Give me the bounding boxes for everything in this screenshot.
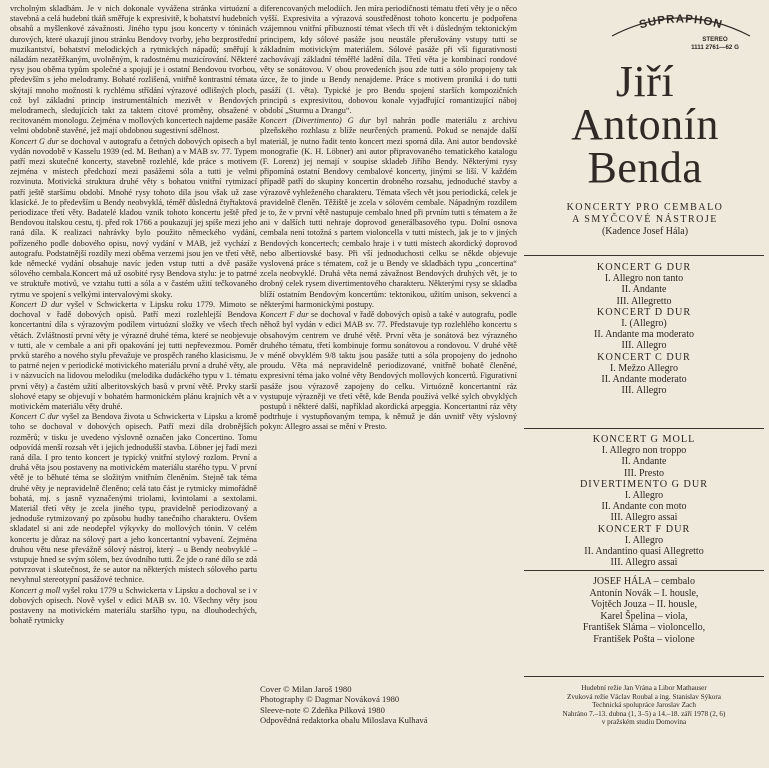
tech-line: Hudební režie Jan Vrána a Libor Mathauser <box>581 684 707 692</box>
movement: III. Allegro assai <box>610 512 678 524</box>
performer: Karel Špelina – viola, <box>600 610 688 622</box>
movement: II. Andante <box>621 284 667 296</box>
performers <box>524 576 764 646</box>
liner-notes-column-2 <box>260 4 517 433</box>
movement: II. Andante ma moderato <box>594 329 694 341</box>
movement: I. Allegro non troppo <box>601 445 687 457</box>
work-title: KONCERT C DUR <box>597 351 691 363</box>
divider <box>524 676 764 677</box>
movement: I. (Allegro) <box>621 318 667 330</box>
performer: JOSEF HÁLA – cembalo <box>593 576 695 587</box>
credit-photography: Photography © Dagmar Nováková 1980 <box>260 694 400 705</box>
logo-text: SUPRAPHON <box>638 13 724 32</box>
svg-text:SUPRAPHON <box>638 13 724 31</box>
performer: Vojtěch Jouza – II. housle, <box>591 599 697 611</box>
movement: III. Allegro assai <box>610 557 678 569</box>
movement: III. Allegro <box>621 385 667 397</box>
liner-notes-paragraph: Koncert G dur se dochoval v autografu a četných dobových opisech a byl vydán novodobě v Kasselu 1939 (ed. M. Bethan) a v MAB sv. 77. Typem patří mezi skutečné koncerty, stavebně rozlehlé, kde práce s motivem zejména v místech předchozí mezi pasážemi sóla a tutti je velmi rozvinuta. Motivická struktura druhé věty s bohatou vnitřní rytmizací patří ještě staršímu období. Mnohé rysy tohoto díla jsou však už zase klasické. Je to především u Bendy neobvyklá, téměř důsledná čtyřtaktová periodizace třetí věty. Badatelé kladou vznik tohoto koncertu ještě před Bendovou italskou cestu, tj. před rok 1766 a poukazují jej spíše mezi jeho raná díla. K realizaci nahrávky bylo použito německého vydání, pořízeného podle dobového opisu, nový vydání v MAB, jež vychází z autografu. Podstatnější rozdíly mezi oběma verzemi jsou jen ve třetí větě, kde německé vydání obsahuje navíc jeden vstup tutti a dvě pasáže sólového cembala.Koncert má už osobité rysy Bendova stylu: je to patrné ve struktuře motivů, ve vztahu tutti a sóla a v častém užití tečkovaného rytmu ve spojení s velkými intervalovými skoky. <box>10 136 257 299</box>
liner-notes-paragraph: Koncert g moll vyšel roku 1779 u Schwickerta v Lipsku a dochoval se i v dobových opisech. Nově vyšel v edici MAB sv. 10. Všechny věty jsou postaveny na motivickém materiálu staršího typu, na dlouhodechých, bohatě rytmicky <box>10 585 257 626</box>
credit-sleeve-note: Sleeve-note © Zdeňka Pilková 1980 <box>260 704 385 715</box>
composer-name <box>525 57 765 192</box>
subtitle-line-1: KONCERTY PRO CEMBALO <box>566 202 724 213</box>
composer-first-name: Jiří <box>615 57 675 106</box>
subtitle-line-2: A SMYČCOVÉ NÁSTROJE <box>572 214 718 225</box>
work-title: KONCERT G DUR <box>596 262 692 273</box>
liner-notes-paragraph: vrcholným skladbám. Je v nich dokonale vyvážena stránka virtuózní a stavebná a celá hudební tkáň směřuje k expresivitě, k bohatství hudebních obsahů a myšlenkové závažnosti. Jiného typu jsou koncerty v tóninách durových, které ukazují jinou stránku Bendovy tvorby, jeho bezprostřední muzikantství, bohatství melodických a rytmických nápadů; směřují k náladám nezatěžkaným, uvolněným, k radostnému muzicírování. Některé rysy jsou oběma typům společné a spojují je i ostatní Bendovou tvorbou, především s jeho melodramy. Bohaté rozlišená, vnitřně kontrastní témata skýtají mnoho možností k rychlému střídání výrazové odlišných ploch, což byl základní princip instrumentálních mezivět v Bendových melodramech, sledujících takt za taktem citové proměny, obsažené v recitovaném monologu. Zejména v mollových koncertech najdeme pasáže velmi obdobně stavěné, jež mají obdobnou sugestivní sdělnost. <box>10 4 257 136</box>
movement: III. Allegretto <box>616 295 672 307</box>
liner-notes-paragraph: Koncert D dur vyšel v Schwickerta v Lipsku roku 1779. Mimoto se dochoval v řadě dobových opisů. Patří mezi rozlehlejší Bendova koncertantní díla s výrazovým podílem virtuózní složky ve všech třech větách. Zvláštností první věty je výrazné druhé téma, které se neobjevuje v tutti, ale v cembale a ani při opakování jej tutti nepřevezmou. Poměr prvků starého a nového stylu převažuje ve prospěch raného klasicismu. Je to patrné nejen v periodické motivického materiálu první a druhé věty, ale i v názvucích na lidovou melodiku (melodika dudáckého typu v 1. tématu první věty) a častém užití alberitovských basů v první větě. Prvky starší slohové etapy se objevují v bohatém harmonickém plánu krajních vět a v motivickém materiálu věty druhé. <box>10 299 257 411</box>
work-title: KONCERT F DUR <box>597 523 691 535</box>
credits <box>260 684 500 726</box>
movement: II. Andante <box>621 456 667 468</box>
movement: I. Mežzo Allegro <box>609 362 679 374</box>
credit-cover: Cover © Milan Jaroš 1980 <box>260 684 352 694</box>
liner-notes-paragraph: Koncert F dur se dochoval v řadě dobových opisů a také v autografu, podle něhož byl vydán v edici MAB sv. 77. Představuje typ rozlehlého koncertu s obsahovým centrem ve druhé větě. První věta je sonátová bez výrazného druhého tématu, třetí kombinuje formu sonátovou a rondovou. V druhé větě v méně obvyklém 9/8 taktu jsou pasáže tutti a sóla propojeny do jednoho proudu. Věta má nepravidelně periodizované, vnitřně bohatě členěné, expresivní téma jako volné věty Bendových mollových koncertů. Figurativní pasáže jsou výrazově zapojeny do celku. Virtuózně koncertantní ráz vystupuje výrazněji ve třetí větě, kde Benda používá velké sylch obvyklých postupů i některé další, například akordická arpeggia. Koncertantní ráz věty podtrhuje i vystupňovaným tempa, k němuž je dán uvnitř věty výslovný pokyn: Allegro assai se mění v Presto. <box>260 310 517 432</box>
program-side-2 <box>524 434 764 568</box>
liner-notes-paragraph: Koncert (Divertimento) G dur byl nahrán podle materiálu z archivu plzeňského rozhlasu z blíže neurčených pramenů. Pokud se nenajde další materiál, je nutno řadit tento koncert mezi sporná díla. Ani autor bendovské monografie (K. H. Löbner) ani autor připravovaného tematického katalogu (F. Lorenz) jej nemají v soupise skladeb Jiřího Bendy. Některými rysy připomíná ostatní Bendovy cembalové koncerty, jinými se liší. V každém případě patří do skupiny koncertin drobného rozsahu, jednoduché stavby a výrazově vyhleženého charakteru. Témata všech vět jsou periodická, celek je pravidelně členěn. Těžiště je zcela v sólovém cembale. Nápadným rozdílem je to, že v první větě nastupuje cembalo hned při prvním tutti s tématem a že ani v dalších tutti nehraje doprovod generálbasového typu. Dolní osnova cembala není totožná s partem violoncella v tutti místech, jak je to v jiných Bendových koncertech; cembalo hraje i v tutti místech akordický doprovod nebo albertiovské basy. Při vší jednoduchosti celku se někde objevuje vyslovená práce s tématem, což je u Bendy ve skladbách typu „concertina“ zcela neobvyklé. Druhá věta nemá závažnost Bendových druhých vět, je to drobný celek rysem divertimentového charakteru. Některými rysy se skladba blíží ostatním Bendovým koncertům: tektonikou, užitím unison, sekvencí a některými harmonickými postupy. <box>260 116 517 309</box>
divider <box>524 428 764 429</box>
performer: Antonín Novák – I. housle, <box>589 587 699 599</box>
record-label-info <box>680 36 750 52</box>
movement: I. Allegro <box>624 490 664 502</box>
performer: František Pošta – violone <box>593 633 695 645</box>
movement: II. Andante con moto <box>601 501 687 513</box>
credit-editor: Odpovědná redaktorka obalu Miloslava Kulhavá <box>260 715 428 726</box>
movement: I. Allegro <box>624 534 664 546</box>
movement: I. Allegro non tanto <box>604 273 684 285</box>
movement: III. Presto <box>624 467 664 479</box>
divider <box>524 255 764 256</box>
composer-middle-name: Antonín <box>571 100 719 149</box>
work-title: DIVERTIMENTO G DUR <box>579 478 709 490</box>
liner-notes-paragraph: Koncert C dur vyšel za Bendova života u Schwickerta v Lipsku a kromě toho se dochoval v dobových opisech. Patří mezi díla drobnějších rozměrů; v tisku je uvedeno výslovně označen jako Concertino. Tomu odpovídá menší rozsah vět i jejich jednodušší stavba. Löbner jej řadí mezi raná díla. I pro tento koncert je typický vnitřní stylový rozlom. První a druhá věta jsou postaveny na motivickém materiálu starého typu. V první větě je to běhuté téma se složitým vnitřním členěním. Stejně tak téma druhé věty je nepravidelně členěno; celá tato část je rytmicky mimořádně bohatá, mj. s jasně vyznačenými triolami, kvintolami a sextolami. Materiál třetí věty je zcela jiného typu, pravidelně periodizovaný a jednoduše rytmizovaný po způsobu hudby tanečního charakteru. Ovšem skladatel si ani zde neodepřel výkyvky do mollových tónin. V celém koncertu je důraz na sólový part a jeho koncertantní vybavení. Zejména druhou větu nese převážně sólový nástroj, který – u Bendy neobvyklé – vstupuje hned se svým sólem, bez úvodního tutti. Že jde o rané dílo se zdá potvrzovat i skutečnost, že se autor na některých místech sólového partu nevyhnul stereotypní pasážové technice. <box>10 412 258 585</box>
performer: František Sláma – violoncello, <box>582 622 706 634</box>
work-title: KONCERT G MOLL <box>592 434 696 445</box>
tech-line: Zvuková režie Václav Roubal a ing. Stanislav Sýkora <box>567 692 721 701</box>
technical-credits <box>534 684 754 727</box>
cadenza-credit: (Kadence Josef Hála) <box>601 226 689 237</box>
program-side-1 <box>524 262 764 396</box>
liner-notes-paragraph: diferencovaných melodiích. Jen míra periodičnosti tématu třetí věty je o něco vyšší. Expresivita a výrazová soustředěnost tohoto koncertu je podpořena vzájemnou vnitřní příbuzností témat všech tří vět i důsledným tektonickým principem, kdy sólové pasáže jsou neustále přerušovány vstupy tutti se základním motivickým materiálem. Sólové pasáže při vší figurativnosti zachovávají základní téměřlé ladění díla. Třetí věta je kombinací rondové věty se sonátovou. V obou provedeních jsou zde tutti a sólo propojeny tak úzce, že to jinde u Bendy nenajdeme. Práce s motivem proniká i do tutti pasáží (1. věta). Typické je pro Bendu spojení starších kompozičních principů s expresivitou, dobovou konale vyjadřující romantizující náboj období „Sturmu a Drangu“. <box>260 4 517 116</box>
tech-line: Nahráno 7.–13. dubna (1, 3–5) a 14.–18. září 1978 (2, 6) <box>562 709 726 718</box>
tech-line: v pražském studiu Domovina <box>601 718 687 727</box>
liner-notes-column-1 <box>10 4 257 626</box>
stereo-mark: STEREO <box>702 36 728 43</box>
movement: II. Andantino quasi Allegretto <box>584 546 704 558</box>
movement: III. Allegro <box>621 340 667 352</box>
composer-last-name: Benda <box>587 143 703 192</box>
catalog-number: 1111 2761—62 G <box>691 44 739 51</box>
work-title: KONCERT D DUR <box>596 306 692 318</box>
tech-line: Technická spolupráce Jaroslav Zach <box>592 701 696 710</box>
movement: II. Andante moderato <box>601 374 687 386</box>
divider <box>524 570 764 571</box>
album-subtitle <box>525 202 765 226</box>
